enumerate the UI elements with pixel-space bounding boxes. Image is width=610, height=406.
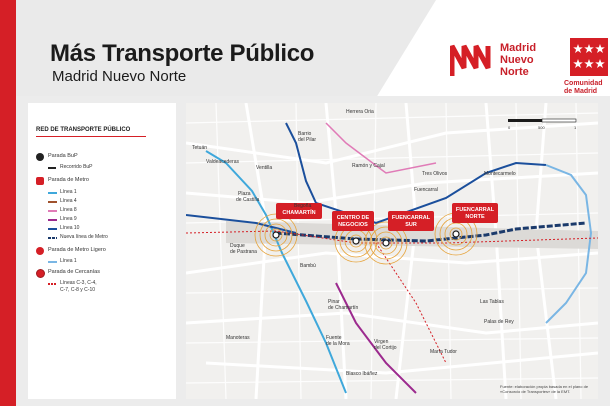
- legend-bus-route: Recorrido BuP: [60, 164, 93, 170]
- place-begona: Begoña: [294, 203, 312, 209]
- svg-text:de Chamartín: de Chamartín: [328, 305, 359, 311]
- place-ramon-y-cajal: Ramón y Cajal: [352, 163, 385, 169]
- place-virgen-cortijo: Virgen: [374, 339, 389, 345]
- fuencarral-sur-station-icon: [383, 240, 389, 246]
- page-subtitle: Madrid Nuevo Norte: [52, 68, 187, 85]
- legend-cercanias-stop: Parada de Cercanías: [48, 269, 100, 275]
- cm-flag-icon: [570, 38, 608, 76]
- new-metro-line-swatch: [48, 237, 57, 239]
- legend-panel: [28, 103, 176, 399]
- cercanias-stop-icon: [36, 269, 45, 278]
- place-fuente-mora: Fuente: [326, 335, 342, 341]
- place-maria-tudor: María Tudor: [430, 349, 457, 355]
- fuencarral-norte-station-icon: [453, 231, 459, 237]
- legend-title-underline: [36, 136, 146, 137]
- metro-stop-icon: [36, 177, 44, 185]
- place-herrera-oria: Herrera Oria: [346, 109, 374, 115]
- metro-line-4-swatch: [48, 201, 57, 203]
- transport-map[interactable]: [186, 103, 598, 399]
- mnn-logo-icon: [450, 42, 494, 78]
- comunidad-de-madrid-logo: [564, 38, 610, 94]
- place-bambu: Bambú: [300, 263, 316, 269]
- place-las-tablas: Las Tablas: [480, 299, 504, 305]
- madrid-nuevo-norte-logo: [450, 40, 550, 80]
- svg-text:del Pilar: del Pilar: [298, 137, 317, 143]
- legend-metro-line-9: Línea 9: [60, 216, 77, 222]
- place-fuencarral: Fuencarral: [414, 187, 438, 193]
- place-pinar-chamartin: Pinar: [328, 299, 340, 305]
- place-plaza-castilla: Plaza: [238, 191, 251, 197]
- place-ventilla: Ventilla: [256, 165, 273, 171]
- legend-light-rail-line: Línea 1: [60, 258, 77, 264]
- centro-negocios-callout: [332, 211, 374, 231]
- bus-route-swatch: [48, 167, 56, 169]
- legend-metro-line-4: Línea 4: [60, 198, 77, 204]
- fuencarral-norte-label-line2: NORTE: [465, 214, 485, 220]
- svg-text:de la Mora: de la Mora: [326, 341, 350, 347]
- metro-line-10-swatch: [48, 228, 57, 230]
- place-tetuan: Tetuán: [192, 145, 208, 151]
- legend-cercanias-lines: Líneas C-3, C-4, C-7, C-8 y C-10: [60, 280, 97, 293]
- light-rail-stop-icon: [36, 247, 44, 255]
- map-canvas: [186, 103, 598, 399]
- place-barrio-del-pilar: Barrio: [298, 131, 312, 137]
- legend-metro-line-8: Línea 8: [60, 207, 77, 213]
- fuencarral-sur-label-line1: FUENCARRAL: [391, 215, 431, 221]
- svg-text:de Castilla: de Castilla: [236, 197, 260, 203]
- light-rail-line-swatch: [48, 261, 57, 263]
- place-duque-pastrana: Duque: [230, 243, 245, 249]
- fuencarral-norte-callout: [452, 203, 498, 223]
- map-scale: [506, 117, 578, 131]
- scale-end: 1: [574, 125, 577, 130]
- legend-title: RED DE TRANSPORTE PÚBLICO: [36, 127, 131, 133]
- metro-line-1-swatch: [48, 192, 57, 194]
- legend-bus-stop: Parada BuP: [48, 153, 78, 159]
- header: [16, 0, 610, 96]
- fuencarral-sur-callout: [388, 211, 434, 231]
- page-title: Más Transporte Público: [50, 40, 315, 67]
- centro-negocios-label-line2: NEGOCIOS: [338, 222, 368, 228]
- place-palas-de-rey: Palas de Rey: [484, 319, 514, 325]
- fuencarral-norte-label-line1: FUENCARRAL: [455, 207, 495, 213]
- cercanias-line-swatch: [48, 283, 57, 285]
- chamartin-station-icon: [273, 232, 279, 238]
- legend-metro-line-10: Línea 10: [60, 225, 80, 231]
- bus-stop-icon: [36, 153, 44, 161]
- centro-negocios-station-icon: [353, 238, 359, 244]
- left-red-strip: [0, 0, 16, 406]
- place-manoteras: Manoteras: [226, 335, 250, 341]
- chamartin-label: CHAMARTÍN: [282, 210, 316, 216]
- legend-new-metro-line: Nueva línea de Metro: [60, 234, 108, 240]
- metro-line-8-swatch: [48, 210, 57, 212]
- mnn-logo-text: Madrid Nuevo Norte: [500, 42, 537, 78]
- map-source-note: Fuente: elaboración propia basada en el plano de «Consorcio de Transportes» de la EMT.: [500, 384, 589, 394]
- place-valdeacederas: Valdeacederas: [206, 159, 239, 165]
- cm-logo-text: Comunidad de Madrid: [564, 80, 603, 95]
- metro-line-9-swatch: [48, 219, 57, 221]
- legend-metro-line-1: Línea 1: [60, 189, 77, 195]
- centro-negocios-label-line1: CENTRO DE: [336, 215, 370, 221]
- place-blasco-ibanez: Blasco Ibáñez: [346, 371, 378, 377]
- scale-zero: 0: [508, 125, 511, 130]
- place-tres-olivos: Tres Olivos: [422, 171, 448, 177]
- place-montecarmelo: Montecarmelo: [484, 171, 516, 177]
- svg-text:de Pastrana: de Pastrana: [230, 249, 257, 255]
- svg-text:del Cortijo: del Cortijo: [374, 345, 397, 351]
- legend-light-rail-stop: Parada de Metro Ligero: [48, 247, 106, 253]
- fuencarral-sur-label-line2: SUR: [405, 222, 417, 228]
- scale-mid: 500: [538, 125, 545, 130]
- legend-metro-stop: Parada de Metro: [48, 177, 89, 183]
